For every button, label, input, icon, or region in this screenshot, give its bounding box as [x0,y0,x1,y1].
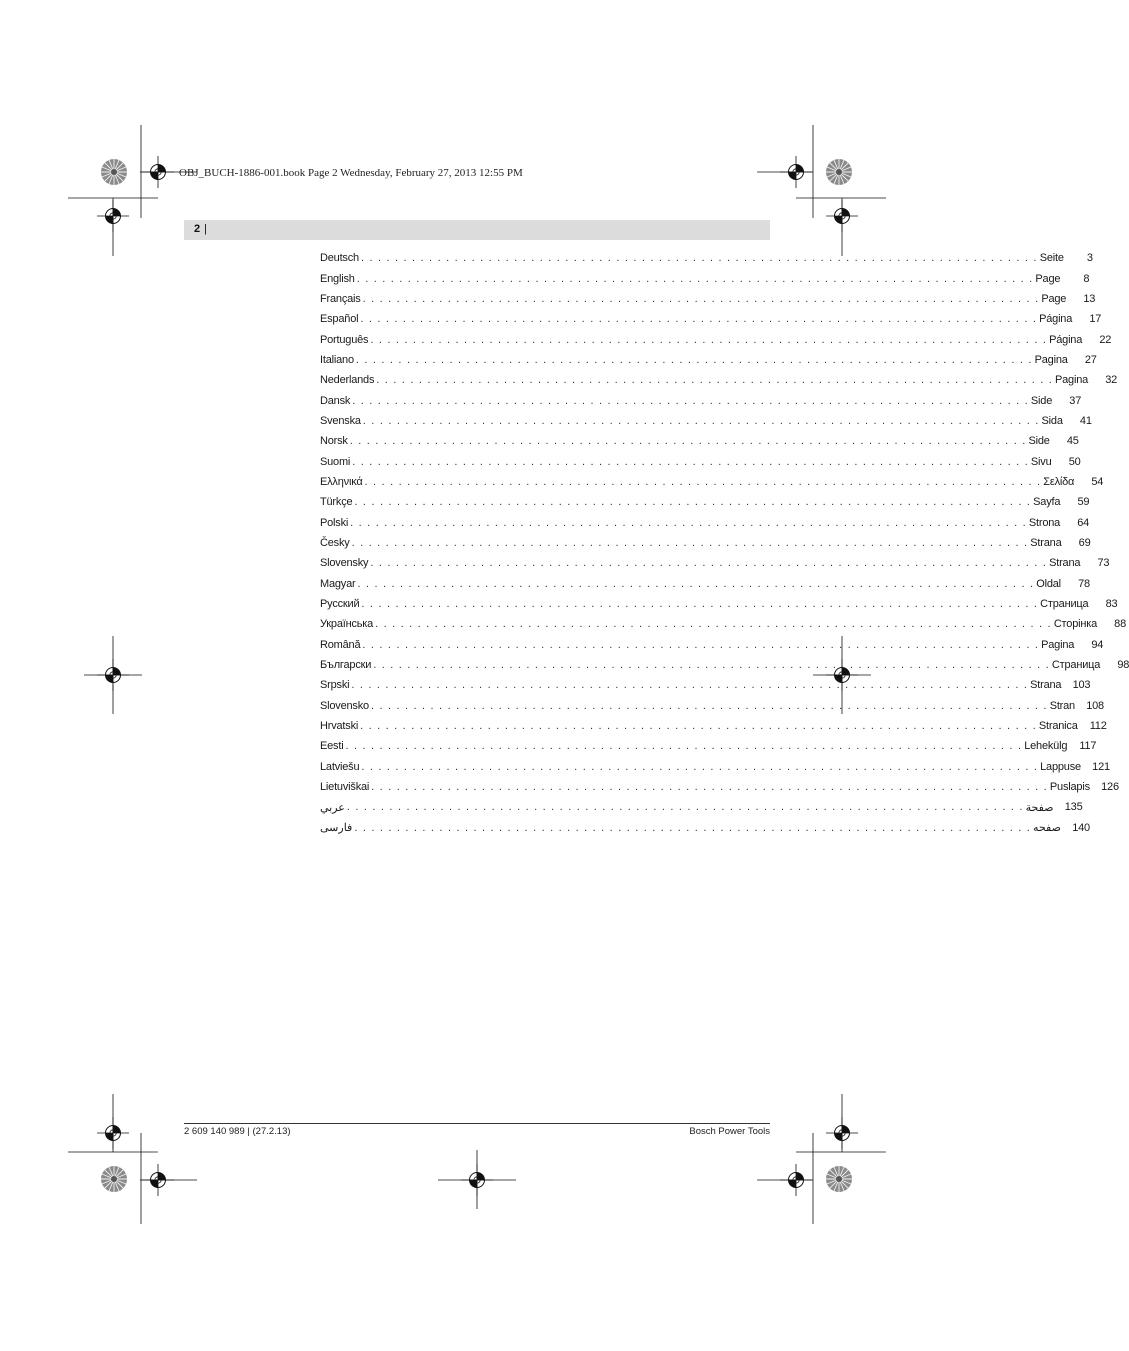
toc-leader-dots: . . . . . . . . . . . . . . . . . . . . . . . . . . . . . . . . . . . . . . . . . . . . . . . . . . . . . . . . . . . . . . . . . . . . . . . . . . . . . . . . [360,252,1038,265]
toc-entry [320,675,1091,695]
toc-entry [320,777,1119,797]
toc-page-word: Sayfa [1033,496,1061,509]
toc-entry [320,451,1081,471]
toc-language: Русский [320,598,360,611]
toc-language: Suomi [320,455,351,468]
toc-page-number: 41 [1079,414,1092,427]
toc-page-number: 69 [1078,536,1091,549]
toc-page-word: Pagina [1055,374,1089,387]
toc-leader-dots: . . . . . . . . . . . . . . . . . . . . . . . . . . . . . . . . . . . . . . . . . . . . . . . . . . . . . . . . . . . . . . . . . . . . . . . . . . . . . . . . [351,536,1029,549]
toc-page-word: Stranica [1038,720,1078,733]
toc-leader-dots: . . . . . . . . . . . . . . . . . . . . . . . . . . . . . . . . . . . . . . . . . . . . . . . . . . . . . . . . . . . . . . . . . . . . . . . . . . . . . . . . [370,557,1048,570]
toc-page-number: 54 [1091,475,1104,488]
toc-language: Українська [320,618,374,631]
toc-language: Norsk [320,435,348,448]
toc-page-word: Page [1041,292,1067,305]
page-header-bar [184,220,770,240]
toc-entry [320,472,1104,492]
toc-leader-dots: . . . . . . . . . . . . . . . . . . . . . . . . . . . . . . . . . . . . . . . . . . . . . . . . . . . . . . . . . . . . . . . . . . . . . . . . . . . . . . . . [362,638,1040,651]
toc-page-number: 73 [1097,557,1110,570]
toc-leader-dots: . . . . . . . . . . . . . . . . . . . . . . . . . . . . . . . . . . . . . . . . . . . . . . . . . . . . . . . . . . . . . . . . . . . . . . . . . . . . . . . . [371,781,1048,794]
toc-entry [320,309,1102,329]
toc-leader-dots: . . . . . . . . . . . . . . . . . . . . . . . . . . . . . . . . . . . . . . . . . . . . . . . . . . . . . . . . . . . . . . . . . . . . . . . . . . . . . . . . [361,598,1039,611]
toc-page-number: 27 [1084,353,1097,366]
toc-page-word: Seite [1039,252,1064,265]
toc-page-word: Страница [1051,659,1101,672]
toc-page-word: Página [1049,333,1083,346]
toc-leader-dots: . . . . . . . . . . . . . . . . . . . . . . . . . . . . . . . . . . . . . . . . . . . . . . . . . . . . . . . . . . . . . . . . . . . . . . . . . . . . . . . . [357,577,1035,590]
toc-page-number: 112 [1089,720,1107,733]
toc-page-number: 13 [1083,292,1096,305]
toc-page-word: Strana [1049,557,1081,570]
toc-leader-dots: . . . . . . . . . . . . . . . . . . . . . . . . . . . . . . . . . . . . . . . . . . . . . . . . . . . . . . . . . . . . . . . . . . . . . . . . . . . . . . . . [375,618,1052,631]
toc-page-word: Strana [1030,679,1062,692]
page-number: 2 [194,223,201,235]
toc-page-number: 103 [1072,679,1091,692]
toc-entry [320,818,1090,838]
toc-language: English [320,272,355,285]
toc-page-number: 140 [1072,821,1090,834]
toc-page-number: 37 [1069,394,1082,407]
toc-language: عربي [320,801,345,814]
toc-page-number: 126 [1101,781,1119,794]
color-wheel-icon [826,159,852,185]
toc-language: Česky [320,536,350,549]
color-wheel-icon [101,159,127,185]
toc-leader-dots: . . . . . . . . . . . . . . . . . . . . . . . . . . . . . . . . . . . . . . . . . . . . . . . . . . . . . . . . . . . . . . . . . . . . . . . . . . . . . . . . [364,475,1042,488]
table-of-contents [320,248,1129,838]
toc-entry [320,390,1082,410]
toc-page-number: 98 [1117,659,1129,672]
toc-page-number: 22 [1099,333,1112,346]
toc-page-number: 108 [1086,699,1104,712]
toc-language: Español [320,313,359,326]
footer-rule [184,1123,770,1124]
toc-entry [320,411,1092,431]
toc-entry [320,757,1110,777]
toc-page-word: صفحه [1033,822,1061,835]
toc-language: Polski [320,516,349,529]
toc-language: Français [320,292,361,305]
footer-document-number: 2 609 140 989 | (27.2.13) [184,1126,291,1137]
toc-page-number: 3 [1086,252,1093,265]
toc-entry [320,329,1112,349]
toc-page-number: 17 [1089,313,1102,326]
toc-leader-dots: . . . . . . . . . . . . . . . . . . . . . . . . . . . . . . . . . . . . . . . . . . . . . . . . . . . . . . . . . . . . . . . . . . . . . . . . . . . . . . . . [354,821,1032,834]
toc-entry [320,655,1129,675]
toc-entry [320,492,1090,512]
toc-entry [320,635,1104,655]
toc-page-number: 117 [1079,740,1097,753]
toc-leader-dots: . . . . . . . . . . . . . . . . . . . . . . . . . . . . . . . . . . . . . . . . . . . . . . . . . . . . . . . . . . . . . . . . . . . . . . . . . . . . . . . . [362,414,1040,427]
toc-page-number: 50 [1068,455,1081,468]
toc-language: Nederlands [320,374,375,387]
toc-leader-dots: . . . . . . . . . . . . . . . . . . . . . . . . . . . . . . . . . . . . . . . . . . . . . . . . . . . . . . . . . . . . . . . . . . . . . . . . . . . . . . . . [352,455,1029,468]
toc-page-word: Sida [1041,414,1063,427]
toc-leader-dots: . . . . . . . . . . . . . . . . . . . . . . . . . . . . . . . . . . . . . . . . . . . . . . . . . . . . . . . . . . . . . . . . . . . . . . . . . . . . . . . . [361,760,1039,773]
toc-page-word: Pagina [1041,638,1075,651]
toc-page-word: Sivu [1030,455,1052,468]
toc-language: Български [320,659,372,672]
toc-language: Dansk [320,394,351,407]
toc-page-word: Strona [1028,516,1061,529]
toc-language: Ελληνικά [320,475,363,488]
toc-language: Eesti [320,740,344,753]
toc-language: Svenska [320,414,361,427]
toc-page-word: Страница [1040,598,1089,611]
toc-language: Hrvatski [320,720,359,733]
toc-language: Română [320,638,361,651]
toc-page-word: Side [1030,394,1053,407]
toc-language: Latviešu [320,760,360,773]
toc-entry [320,594,1118,614]
toc-page-word: Lappuse [1040,760,1081,773]
toc-entry [320,574,1090,594]
toc-language: فارسی [320,822,353,835]
toc-page-word: صفحة [1025,801,1054,814]
toc-entry [320,350,1097,370]
toc-entry [320,736,1097,756]
toc-page-number: 88 [1114,618,1126,631]
print-slug: OBJ_BUCH-1886-001.book Page 2 Wednesday, February 27, 2013 12:55 PM [179,167,523,179]
toc-language: Srpski [320,679,350,692]
toc-entry [320,797,1083,817]
page-number-separator: | [204,223,207,235]
toc-page-number: 32 [1105,374,1118,387]
toc-language: Português [320,333,369,346]
toc-entry [320,696,1104,716]
toc-page-number: 45 [1066,435,1079,448]
toc-leader-dots: . . . . . . . . . . . . . . . . . . . . . . . . . . . . . . . . . . . . . . . . . . . . . . . . . . . . . . . . . . . . . . . . . . . . . . . . . . . . . . . . [360,720,1037,733]
toc-page-number: 121 [1092,760,1110,773]
toc-page-number: 94 [1091,638,1104,651]
toc-leader-dots: . . . . . . . . . . . . . . . . . . . . . . . . . . . . . . . . . . . . . . . . . . . . . . . . . . . . . . . . . . . . . . . . . . . . . . . . . . . . . . . . [351,679,1029,692]
toc-leader-dots: . . . . . . . . . . . . . . . . . . . . . . . . . . . . . . . . . . . . . . . . . . . . . . . . . . . . . . . . . . . . . . . . . . . . . . . . . . . . . . . . [362,292,1040,305]
toc-leader-dots: . . . . . . . . . . . . . . . . . . . . . . . . . . . . . . . . . . . . . . . . . . . . . . . . . . . . . . . . . . . . . . . . . . . . . . . . . . . . . . . . [352,394,1029,407]
toc-entry [320,553,1110,573]
toc-leader-dots: . . . . . . . . . . . . . . . . . . . . . . . . . . . . . . . . . . . . . . . . . . . . . . . . . . . . . . . . . . . . . . . . . . . . . . . . . . . . . . . . [373,659,1050,672]
toc-page-word: Strana [1030,536,1062,549]
toc-entry [320,248,1093,268]
toc-leader-dots: . . . . . . . . . . . . . . . . . . . . . . . . . . . . . . . . . . . . . . . . . . . . . . . . . . . . . . . . . . . . . . . . . . . . . . . . . . . . . . . . [370,699,1048,712]
toc-entry [320,716,1107,736]
toc-entry [320,614,1126,634]
toc-page-word: Página [1039,313,1073,326]
toc-language: Italiano [320,353,354,366]
toc-entry [320,370,1118,390]
toc-leader-dots: . . . . . . . . . . . . . . . . . . . . . . . . . . . . . . . . . . . . . . . . . . . . . . . . . . . . . . . . . . . . . . . . . . . . . . . . . . . . . . . . [360,313,1038,326]
footer-brand: Bosch Power Tools [689,1126,770,1137]
toc-page-word: Сторінка [1053,618,1097,631]
toc-page-word: Side [1028,435,1050,448]
toc-leader-dots: . . . . . . . . . . . . . . . . . . . . . . . . . . . . . . . . . . . . . . . . . . . . . . . . . . . . . . . . . . . . . . . . . . . . . . . . . . . . . . . . [349,435,1027,448]
toc-page-word: Lehekülg [1024,740,1068,753]
toc-page-number: 83 [1105,598,1118,611]
toc-page-number: 64 [1077,516,1090,529]
toc-language: Türkçe [320,496,353,509]
toc-page-number: 135 [1064,801,1083,814]
toc-language: Lietuviškai [320,781,370,794]
toc-entry [320,533,1091,553]
toc-page-word: Oldal [1036,577,1061,590]
toc-leader-dots: . . . . . . . . . . . . . . . . . . . . . . . . . . . . . . . . . . . . . . . . . . . . . . . . . . . . . . . . . . . . . . . . . . . . . . . . . . . . . . . . [350,516,1027,529]
toc-language: Slovensky [320,557,369,570]
toc-entry [320,289,1096,309]
toc-page-word: Puslapis [1049,781,1090,794]
toc-page-word: Σελίδα [1043,475,1075,488]
toc-leader-dots: . . . . . . . . . . . . . . . . . . . . . . . . . . . . . . . . . . . . . . . . . . . . . . . . . . . . . . . . . . . . . . . . . . . . . . . . . . . . . . . . [346,801,1024,814]
toc-page-number: 59 [1077,496,1090,509]
toc-entry [320,268,1090,288]
toc-language: Deutsch [320,252,359,265]
toc-entry [320,431,1079,451]
toc-page-word: Pagina [1034,353,1068,366]
toc-leader-dots: . . . . . . . . . . . . . . . . . . . . . . . . . . . . . . . . . . . . . . . . . . . . . . . . . . . . . . . . . . . . . . . . . . . . . . . . . . . . . . . . [345,740,1023,753]
toc-leader-dots: . . . . . . . . . . . . . . . . . . . . . . . . . . . . . . . . . . . . . . . . . . . . . . . . . . . . . . . . . . . . . . . . . . . . . . . . . . . . . . . . [354,496,1032,509]
color-wheel-icon [101,1166,127,1192]
toc-page-number: 8 [1083,272,1090,285]
toc-page-word: Page [1035,272,1061,285]
toc-leader-dots: . . . . . . . . . . . . . . . . . . . . . . . . . . . . . . . . . . . . . . . . . . . . . . . . . . . . . . . . . . . . . . . . . . . . . . . . . . . . . . . . [376,374,1053,387]
color-wheel-icon [826,1166,852,1192]
toc-leader-dots: . . . . . . . . . . . . . . . . . . . . . . . . . . . . . . . . . . . . . . . . . . . . . . . . . . . . . . . . . . . . . . . . . . . . . . . . . . . . . . . . [370,333,1048,346]
toc-page-number: 78 [1078,577,1090,590]
toc-leader-dots: . . . . . . . . . . . . . . . . . . . . . . . . . . . . . . . . . . . . . . . . . . . . . . . . . . . . . . . . . . . . . . . . . . . . . . . . . . . . . . . . [356,272,1034,285]
toc-entry [320,512,1090,532]
toc-language: Slovensko [320,699,369,712]
toc-language: Magyar [320,577,356,590]
toc-leader-dots: . . . . . . . . . . . . . . . . . . . . . . . . . . . . . . . . . . . . . . . . . . . . . . . . . . . . . . . . . . . . . . . . . . . . . . . . . . . . . . . . [355,353,1033,366]
toc-page-word: Stran [1049,699,1075,712]
